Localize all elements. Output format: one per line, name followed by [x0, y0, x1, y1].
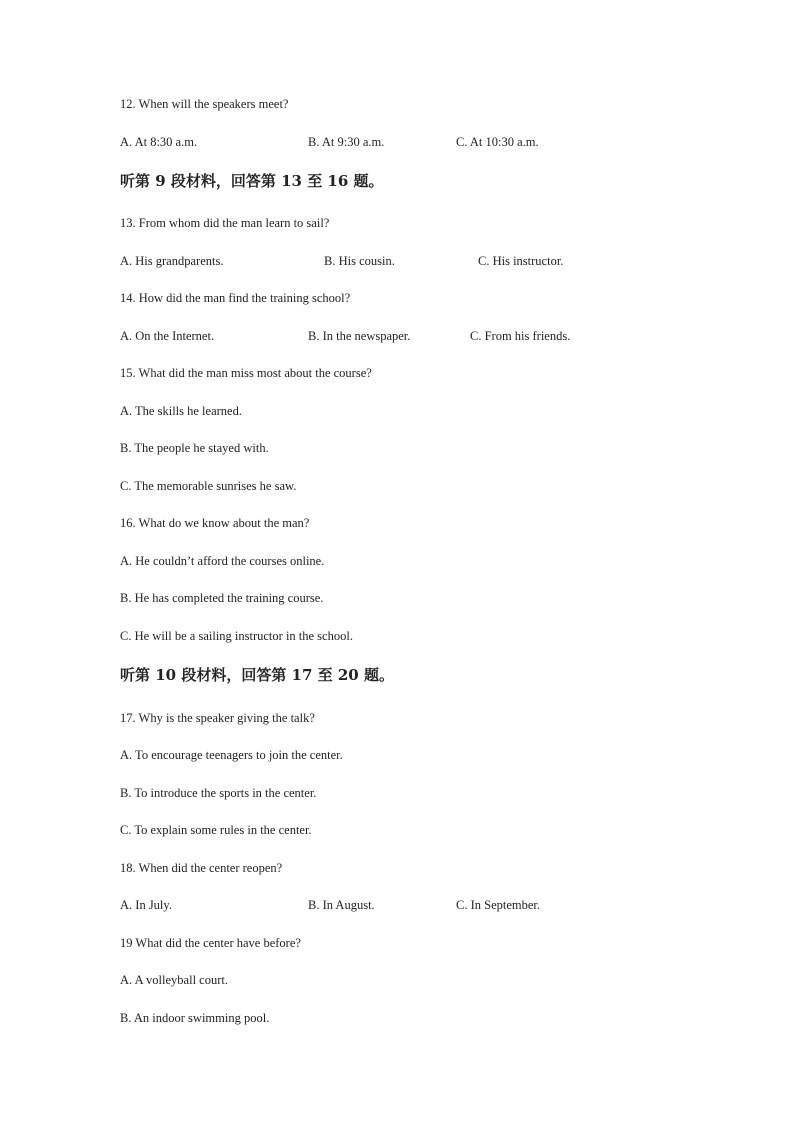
option-13a: A. His grandparents. — [120, 254, 224, 268]
option-16a: A. He couldn’t afford the courses online. — [120, 554, 325, 568]
option-18a: A. In July. — [120, 898, 172, 912]
option-15a: A. The skills he learned. — [120, 404, 242, 418]
option-18b: B. In August. — [308, 898, 375, 912]
option-15c: C. The memorable sunrises he saw. — [120, 479, 297, 493]
question-12: 12. When will the speakers meet? — [120, 97, 289, 111]
question-16: 16. What do we know about the man? — [120, 516, 310, 530]
question-15: 15. What did the man miss most about the course? — [120, 366, 372, 380]
question-17: 17. Why is the speaker giving the talk? — [120, 711, 315, 725]
option-13c: C. His instructor. — [478, 254, 564, 268]
option-14a: A. On the Internet. — [120, 329, 215, 343]
option-12a: A. At 8:30 a.m. — [120, 135, 198, 149]
option-13b: B. His cousin. — [324, 254, 395, 268]
option-19a: A. A volleyball court. — [120, 973, 228, 987]
option-12c: C. At 10:30 a.m. — [456, 135, 539, 149]
question-13: 13. From whom did the man learn to sail? — [120, 216, 330, 230]
option-19b: B. An indoor swimming pool. — [120, 1011, 270, 1025]
question-14: 14. How did the man find the training school? — [120, 291, 351, 305]
option-16b: B. He has completed the training course. — [120, 591, 324, 605]
section-heading-10: 听第 10 段材料，回答第 17 至 20 题。 — [120, 666, 394, 684]
option-15b: B. The people he stayed with. — [120, 441, 269, 455]
question-19: 19 What did the center have before? — [120, 936, 301, 950]
option-17c: C. To explain some rules in the center. — [120, 823, 312, 837]
option-17b: B. To introduce the sports in the center. — [120, 786, 317, 800]
option-16c: C. He will be a sailing instructor in the school. — [120, 629, 353, 643]
section-heading-9: 听第 9 段材料，回答第 13 至 16 题。 — [120, 172, 384, 190]
option-14b: B. In the newspaper. — [308, 329, 411, 343]
question-18: 18. When did the center reopen? — [120, 861, 283, 875]
option-18c: C. In September. — [456, 898, 541, 912]
option-12b: B. At 9:30 a.m. — [308, 135, 385, 149]
option-17a: A. To encourage teenagers to join the center. — [120, 748, 343, 762]
option-14c: C. From his friends. — [470, 329, 571, 343]
